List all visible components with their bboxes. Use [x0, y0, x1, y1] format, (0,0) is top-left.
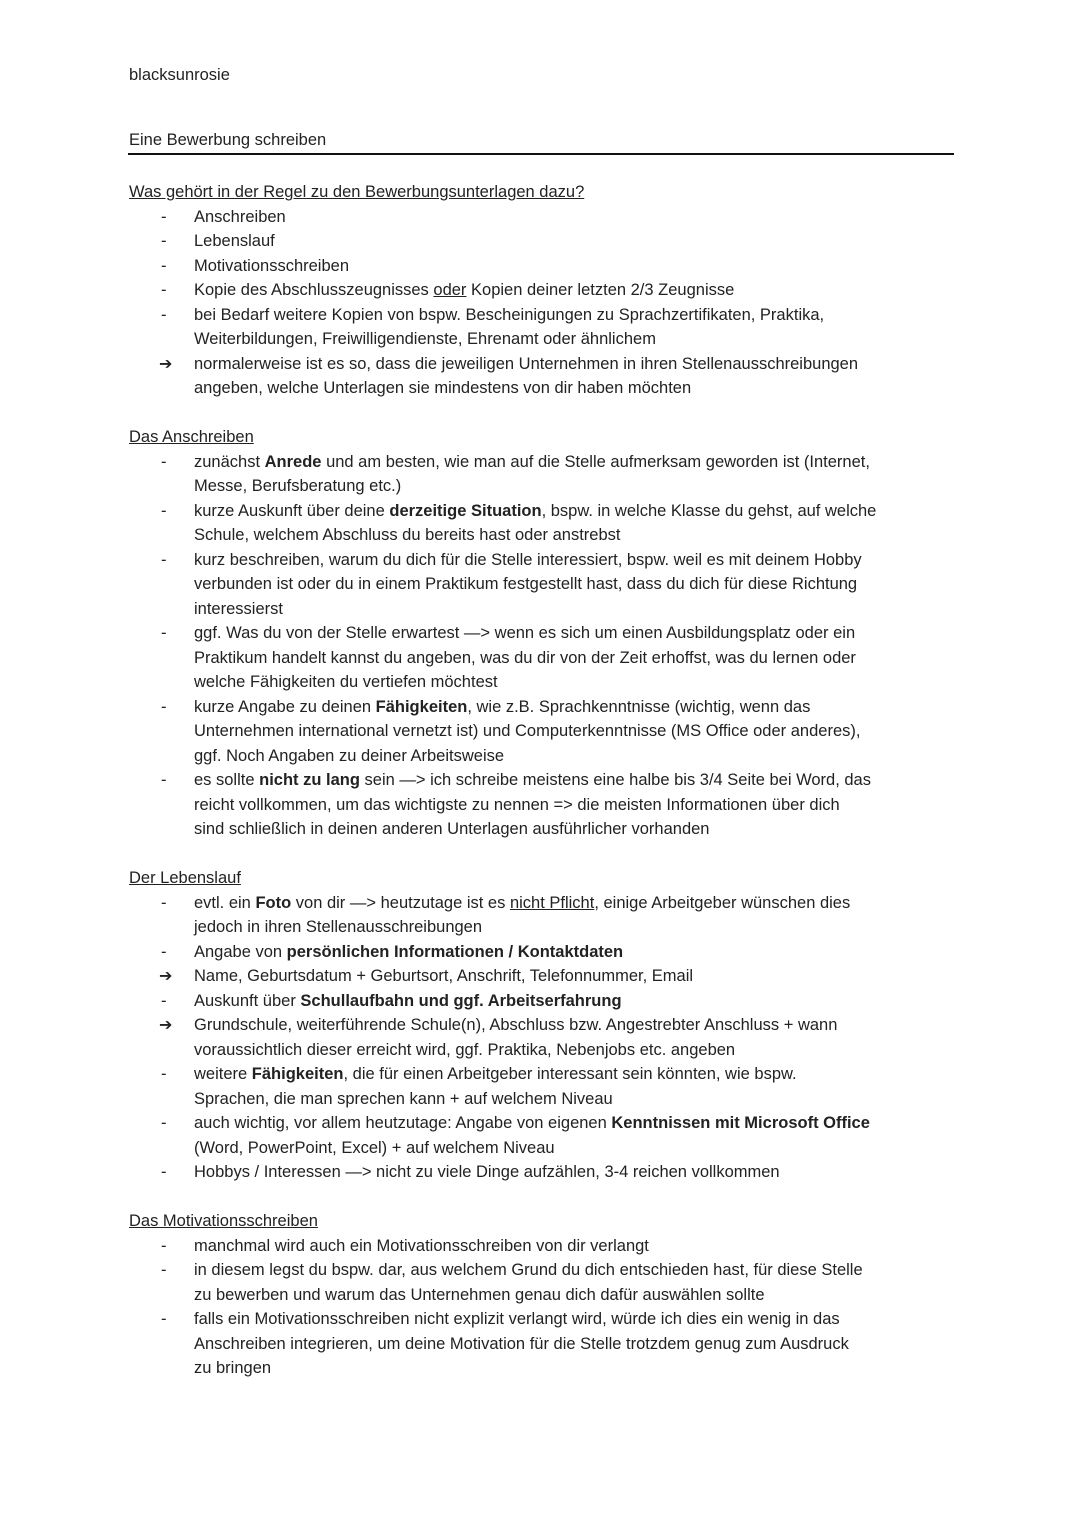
bold-text: Schullaufbahn und ggf. Arbeitserfahrung — [300, 991, 622, 1010]
text-run: zunächst — [194, 452, 265, 471]
underlined-text: nicht Pflicht — [509, 893, 595, 912]
list-item-text — [194, 989, 954, 1014]
list-item — [129, 695, 954, 769]
section — [129, 425, 954, 842]
text-run: falls ein Motivationsschreiben nicht explizit verlangt wird, würde ich dies ein wenig in das Anschreiben integrieren, um deine Motivation für die Stelle trotzdem genug zum Ausdruck zu bringen — [194, 1310, 849, 1377]
text-run: Auskunft über — [194, 991, 301, 1010]
text-run: , einige Arbeitgeber wünschen dies jedoch in ihren Stellenausschreibungen — [194, 893, 851, 936]
dash-bullet-icon — [129, 1160, 194, 1185]
list-item-text — [194, 229, 954, 254]
section-heading: Das Motivationsschreiben — [129, 1212, 318, 1230]
section-heading: Das Anschreiben — [129, 428, 254, 446]
text-run: , wie z.B. Sprachkenntnisse (wichtig, wenn das Unternehmen international vernetzt ist) und Computerkenntnisse (MS Office oder anderes), ggf. Noch Angaben zu deiner Arbeitsweise — [194, 697, 861, 765]
section-heading: Was gehört in der Regel zu den Bewerbungsunterlagen dazu? — [129, 183, 585, 201]
text-run: bei Bedarf weitere Kopien von bspw. Bescheinigungen zu Sprachzertifikaten, Praktika, Weiterbildungen, Freiwilligendienste, Ehrenamt oder ähnlichem — [194, 305, 825, 348]
dash-bullet-icon — [129, 989, 194, 1014]
list-item-text — [194, 1013, 954, 1062]
text-run: es sollte — [194, 771, 260, 789]
list-item — [129, 254, 954, 279]
text-run: Anschreiben — [194, 207, 286, 226]
dash-bullet-icon — [129, 1111, 194, 1160]
dash-bullet-icon — [129, 1062, 194, 1111]
list-item-text — [194, 205, 954, 230]
arrow-bullet-icon — [129, 964, 194, 989]
text-run: in diesem legst du bspw. dar, aus welchem Grund du dich entschieden hast, für diese Stelle zu bewerben und warum das Unternehmen genau dich dafür auswählen sollte — [194, 1261, 863, 1304]
dash-bullet-icon — [129, 205, 194, 230]
bold-text: nicht zu lang — [259, 771, 360, 789]
dash-bullet-icon — [129, 621, 194, 695]
list-item-text — [194, 1111, 954, 1160]
text-run: Kopien deiner letzten 2/3 Zeugnisse — [466, 281, 735, 299]
bold-text: Fähigkeiten — [251, 1065, 344, 1083]
list-item — [129, 499, 954, 548]
list-item — [129, 1111, 954, 1160]
dash-bullet-icon — [129, 1307, 194, 1381]
list-item — [129, 1160, 954, 1185]
list-item — [129, 1258, 954, 1307]
bold-text: Anrede — [264, 452, 322, 471]
text-run: kurze Auskunft über deine — [194, 501, 390, 520]
text-run: kurz beschreiben, warum du dich für die Stelle interessiert, bspw. weil es mit deinem Hobby verbunden ist oder du in einem Praktikum festgestellt hast, dass du dich für diese Richtung interessierst — [194, 550, 862, 618]
list-item-text — [194, 548, 954, 622]
dash-bullet-icon — [129, 891, 194, 940]
text-run: Hobbys / Interessen —> nicht zu viele Dinge aufzählen, 3-4 reichen vollkommen — [194, 1163, 780, 1181]
list-item — [129, 1307, 954, 1381]
list-item-text — [194, 1307, 954, 1381]
text-run: evtl. ein — [194, 893, 256, 912]
dash-bullet-icon — [129, 1258, 194, 1307]
list-item-text — [194, 1160, 954, 1185]
dash-bullet-icon — [129, 695, 194, 769]
list-item — [129, 548, 954, 622]
arrow-bullet-icon — [129, 1013, 194, 1062]
dash-bullet-icon — [129, 768, 194, 842]
list-item — [129, 1013, 954, 1062]
list-item — [129, 352, 954, 401]
text-run: ggf. Was du von der Stelle erwartest —> wenn es sich um einen Ausbildungsplatz oder ein Praktikum handelt kannst du angeben, was du dir von der Zeit erhoffst, was du lernen oder welche Fähigkeiten du vertiefen möchtest — [194, 624, 856, 691]
list-item — [129, 303, 954, 352]
dash-bullet-icon — [129, 278, 194, 303]
bold-text: persönlichen Informationen / Kontaktdaten — [286, 942, 624, 961]
list-item-text — [194, 695, 954, 769]
list-item — [129, 1234, 954, 1259]
list-item — [129, 964, 954, 989]
list-item — [129, 1062, 954, 1111]
list-item — [129, 621, 954, 695]
text-run: auch wichtig, vor allem heutzutage: Angabe von eigenen — [194, 1114, 612, 1132]
text-run: , bspw. in welche Klasse du gehst, auf welche Schule, welchem Abschluss du bereits hast oder anstrebst — [194, 501, 877, 544]
text-run: sein —> ich schreibe meistens eine halbe bis 3/4 Seite bei Word, das reicht vollkommen, um das wichtigste zu nennen => die meisten Informationen über dich sind schließlich in deinen anderen Unterlagen ausführlicher vorhanden — [194, 771, 871, 838]
bold-text: Foto — [255, 893, 292, 912]
text-run: von dir —> heutzutage ist es — [291, 893, 510, 912]
text-run: Angabe von — [194, 942, 287, 961]
list-item-text — [194, 621, 954, 695]
list-item — [129, 450, 954, 499]
list-item — [129, 891, 954, 940]
list-item-text — [194, 1062, 954, 1111]
section — [129, 1209, 954, 1381]
list-item — [129, 278, 954, 303]
dash-bullet-icon — [129, 1234, 194, 1259]
list-item-text — [194, 1234, 954, 1259]
text-run: weitere — [194, 1065, 252, 1083]
title-divider — [128, 153, 954, 155]
bold-text: derzeitige Situation — [389, 501, 542, 520]
list-item-text — [194, 450, 954, 499]
text-run: Motivationsschreiben — [194, 256, 349, 275]
list-item-text — [194, 278, 954, 303]
document-content — [129, 180, 954, 1405]
text-run: manchmal wird auch ein Motivationsschreiben von dir verlangt — [194, 1236, 649, 1255]
list-item — [129, 940, 954, 965]
section-heading: Der Lebenslauf — [129, 869, 241, 887]
text-run: (Word, PowerPoint, Excel) + auf welchem Niveau — [194, 1138, 555, 1157]
dash-bullet-icon — [129, 940, 194, 965]
list-item — [129, 205, 954, 230]
arrow-bullet-icon — [129, 352, 194, 401]
author-name: blacksunrosie — [129, 66, 230, 84]
section — [129, 180, 954, 401]
dash-bullet-icon — [129, 499, 194, 548]
text-run: Kopie des Abschlusszeugnisses — [194, 281, 434, 299]
list-item-text — [194, 352, 954, 401]
text-run: normalerweise ist es so, dass die jeweiligen Unternehmen in ihren Stellenausschreibungen angeben, welche Unterlagen sie mindestens von dir haben möchten — [194, 354, 859, 397]
text-run: Grundschule, weiterführende Schule(n), Abschluss bzw. Angestrebter Anschluss + wann voraussichtlich dieser erreicht wird, ggf. Praktika, Nebenjobs etc. angeben — [194, 1016, 838, 1059]
list-item — [129, 768, 954, 842]
list-item-text — [194, 1258, 954, 1307]
dash-bullet-icon — [129, 254, 194, 279]
list-item-text — [194, 254, 954, 279]
section — [129, 866, 954, 1185]
list-item-text — [194, 940, 954, 965]
list-item-text — [194, 499, 954, 548]
text-run: und am besten, wie man auf die Stelle aufmerksam geworden ist (Internet, Messe, Berufsberatung etc.) — [194, 452, 870, 495]
text-run: , die für einen Arbeitgeber interessant sein könnten, wie bspw. Sprachen, die man sprechen kann + auf welchem Niveau — [194, 1065, 797, 1108]
dash-bullet-icon — [129, 303, 194, 352]
text-run: Lebenslauf — [194, 232, 275, 250]
dash-bullet-icon — [129, 450, 194, 499]
dash-bullet-icon — [129, 548, 194, 622]
bold-text: Fähigkeiten — [375, 697, 468, 716]
list-item-text — [194, 964, 954, 989]
underlined-text: oder — [433, 281, 467, 299]
list-item-text — [194, 891, 954, 940]
document-title: Eine Bewerbung schreiben — [129, 131, 327, 149]
list-item — [129, 989, 954, 1014]
list-item — [129, 229, 954, 254]
list-item-text — [194, 768, 954, 842]
text-run: kurze Angabe zu deinen — [194, 697, 376, 716]
list-item-text — [194, 303, 954, 352]
bold-text: Kenntnissen mit Microsoft Office — [611, 1114, 870, 1132]
text-run: Name, Geburtsdatum + Geburtsort, Anschrift, Telefonnummer, Email — [194, 967, 694, 985]
dash-bullet-icon — [129, 229, 194, 254]
